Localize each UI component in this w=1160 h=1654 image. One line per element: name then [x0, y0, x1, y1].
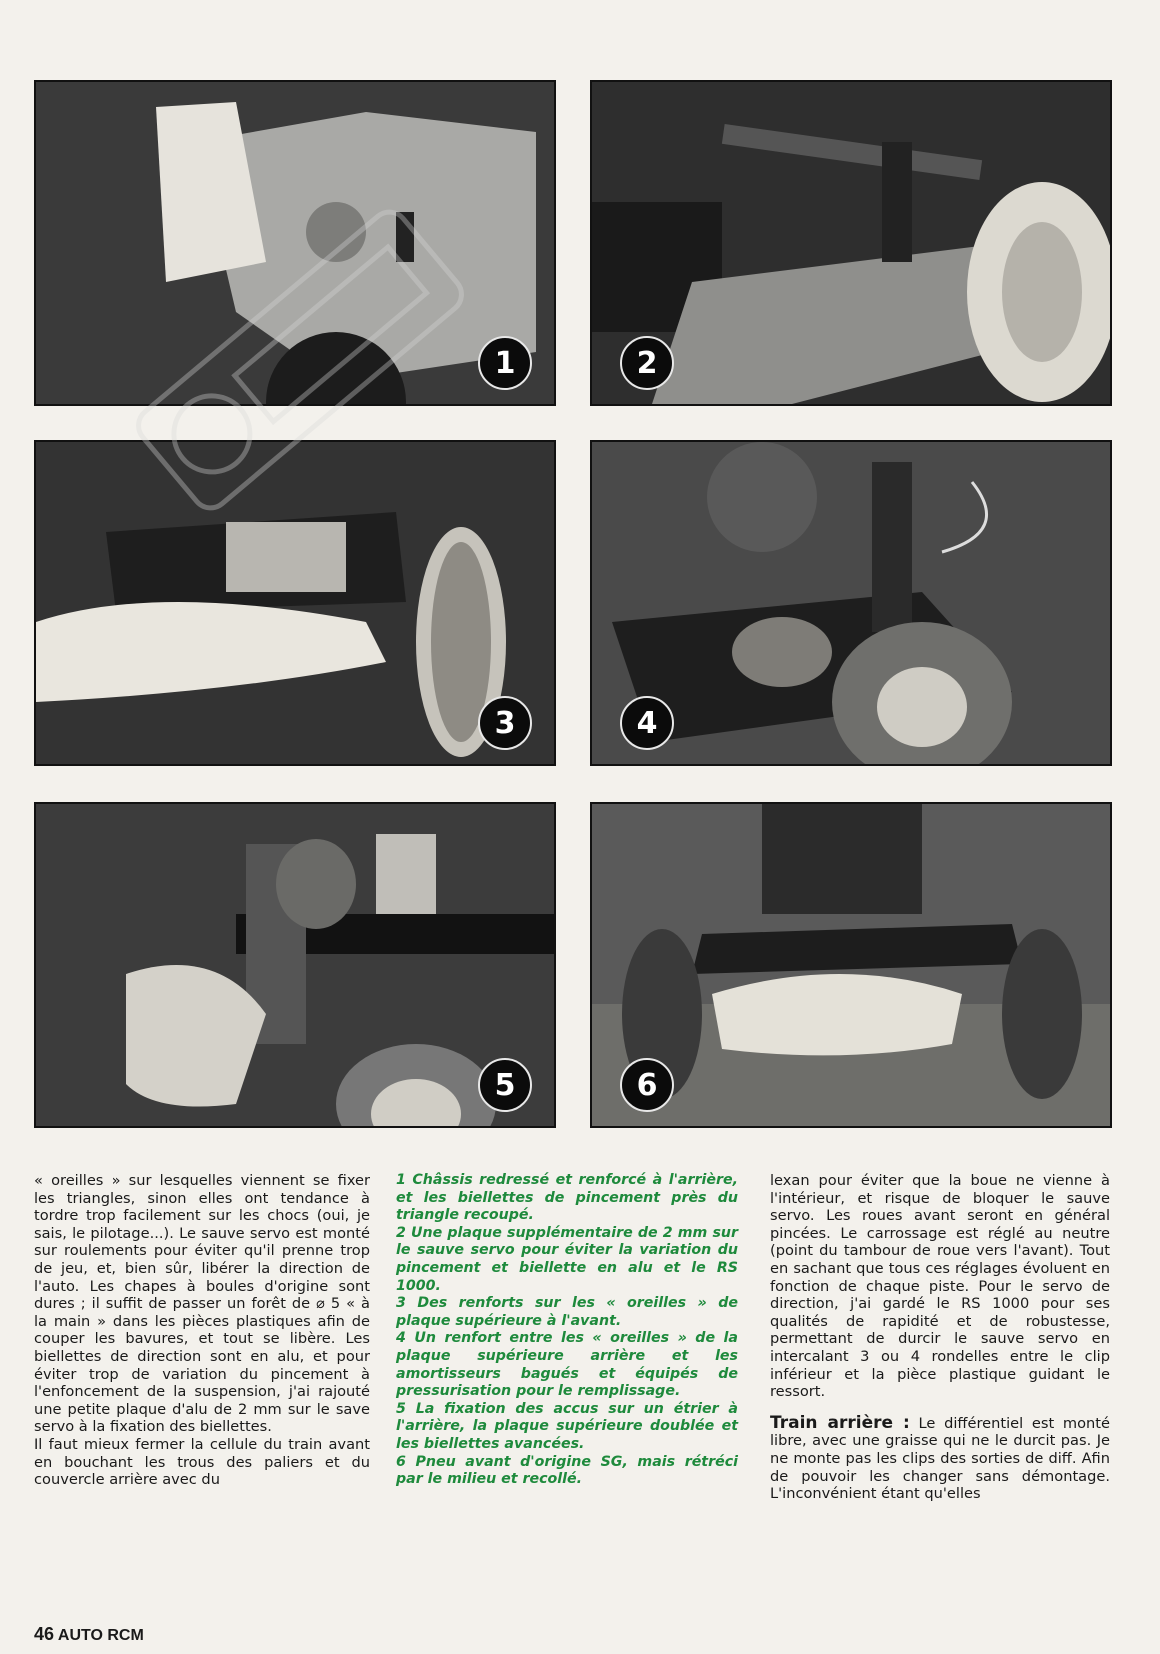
caption-2: 2 Une plaque supplémentaire de 2 mm sur le sauve servo pour éviter la variation du pincement et biellette en alu et le RS 1000.: [396, 1224, 738, 1294]
photo-2: [590, 80, 1112, 406]
photo-1-image: [36, 82, 554, 404]
section-paragraph: [770, 1412, 1110, 1503]
photo-number-badge: 5: [478, 1058, 532, 1112]
photo-captions: [396, 1172, 738, 1489]
photo-3: [34, 440, 556, 766]
photo-number-badge: 6: [620, 1058, 674, 1112]
photo-5: [34, 802, 556, 1128]
photo-number-badge: 2: [620, 336, 674, 390]
page-number: 46: [34, 1624, 55, 1644]
body-text: Le différentiel est monté libre, avec une graisse qui ne le durcit pas. Je ne monte pas les clips des sorties de diff. Afin de pouvoir les changer sans démontage. L'inconvénient étant qu'elles: [770, 1414, 1110, 1503]
photo-6: [590, 802, 1112, 1128]
photo-number-badge: 1: [478, 336, 532, 390]
photo-number-badge: 4: [620, 696, 674, 750]
photo-5-image: [36, 804, 554, 1126]
caption-3: 3 Des renforts sur les « oreilles » de plaque supérieure à l'avant.: [396, 1295, 738, 1329]
caption-4: 4 Un renfort entre les « oreilles » de la plaque supérieure arrière et les amortisseurs bagués et équipés de pressurisation pour le remplissage.: [396, 1330, 738, 1400]
caption-1: 1 Châssis redressé et renforcé à l'arrière, et les biellettes de pincement près du triangle recoupé.: [396, 1172, 738, 1224]
caption-5: 5 La fixation des accus sur un étrier à l'arrière, la plaque supérieure doublée et les biellettes avancées.: [396, 1400, 738, 1452]
photo-4: [590, 440, 1112, 766]
article-column-3: [770, 1172, 1110, 1503]
photo-1: [34, 80, 556, 406]
article-column-1: [34, 1172, 370, 1489]
caption-6: 6 Pneu avant d'origine SG, mais rétréci par le milieu et recollé.: [396, 1453, 738, 1488]
magazine-name: AUTO RCM: [57, 1627, 144, 1644]
body-paragraph: lexan pour éviter que la boue ne vienne à l'intérieur, et risque de bloquer le sauve servo. Les roues avant seront en général pincées. Le carrossage est réglé au neutre (point du tambour de roue vers l'avant). Tout en sachant que tous ces réglages évoluent en fonction de chaque piste. Pour le servo de direction, j'ai gardé le RS 1000 pour ses qualités de rapidité et de robustesse, permettant de durcir le sauve servo en intercalant 3 ou 4 rondelles entre le clip inférieur et la pièce plastique guidant le ressort.: [770, 1172, 1110, 1401]
page-footer: [34, 1624, 144, 1645]
body-paragraph: Il faut mieux fermer la cellule du train avant en bouchant les trous des paliers et du couvercle arrière avec du: [34, 1435, 370, 1489]
body-paragraph: « oreilles » sur lesquelles viennent se fixer les triangles, sinon elles ont tendance à tordre trop facilement sur les chocs (oui, je sais, le pilotage...). Le sauve servo est monté sur roulements pour éviter qu'il prenne trop de jeu, et, bien sûr, libérer la direction de l'auto. Les chapes à boules d'origine sont dures ; il suffit de passer un forêt de ⌀ 5 « à la main » dans les pièces plastiques afin de couper les bavures, et tout se libère. Les biellettes de direction sont en alu, et pour éviter trop de variation du pincement à l'enfoncement de la suspension, j'ai rajouté une petite plaque d'alu de 2 mm sur le save servo à la fixation des biellettes.: [34, 1172, 370, 1436]
photo-number-badge: 3: [478, 696, 532, 750]
photo-3-image: [36, 442, 554, 764]
section-subheading: Train arrière :: [770, 1412, 910, 1433]
